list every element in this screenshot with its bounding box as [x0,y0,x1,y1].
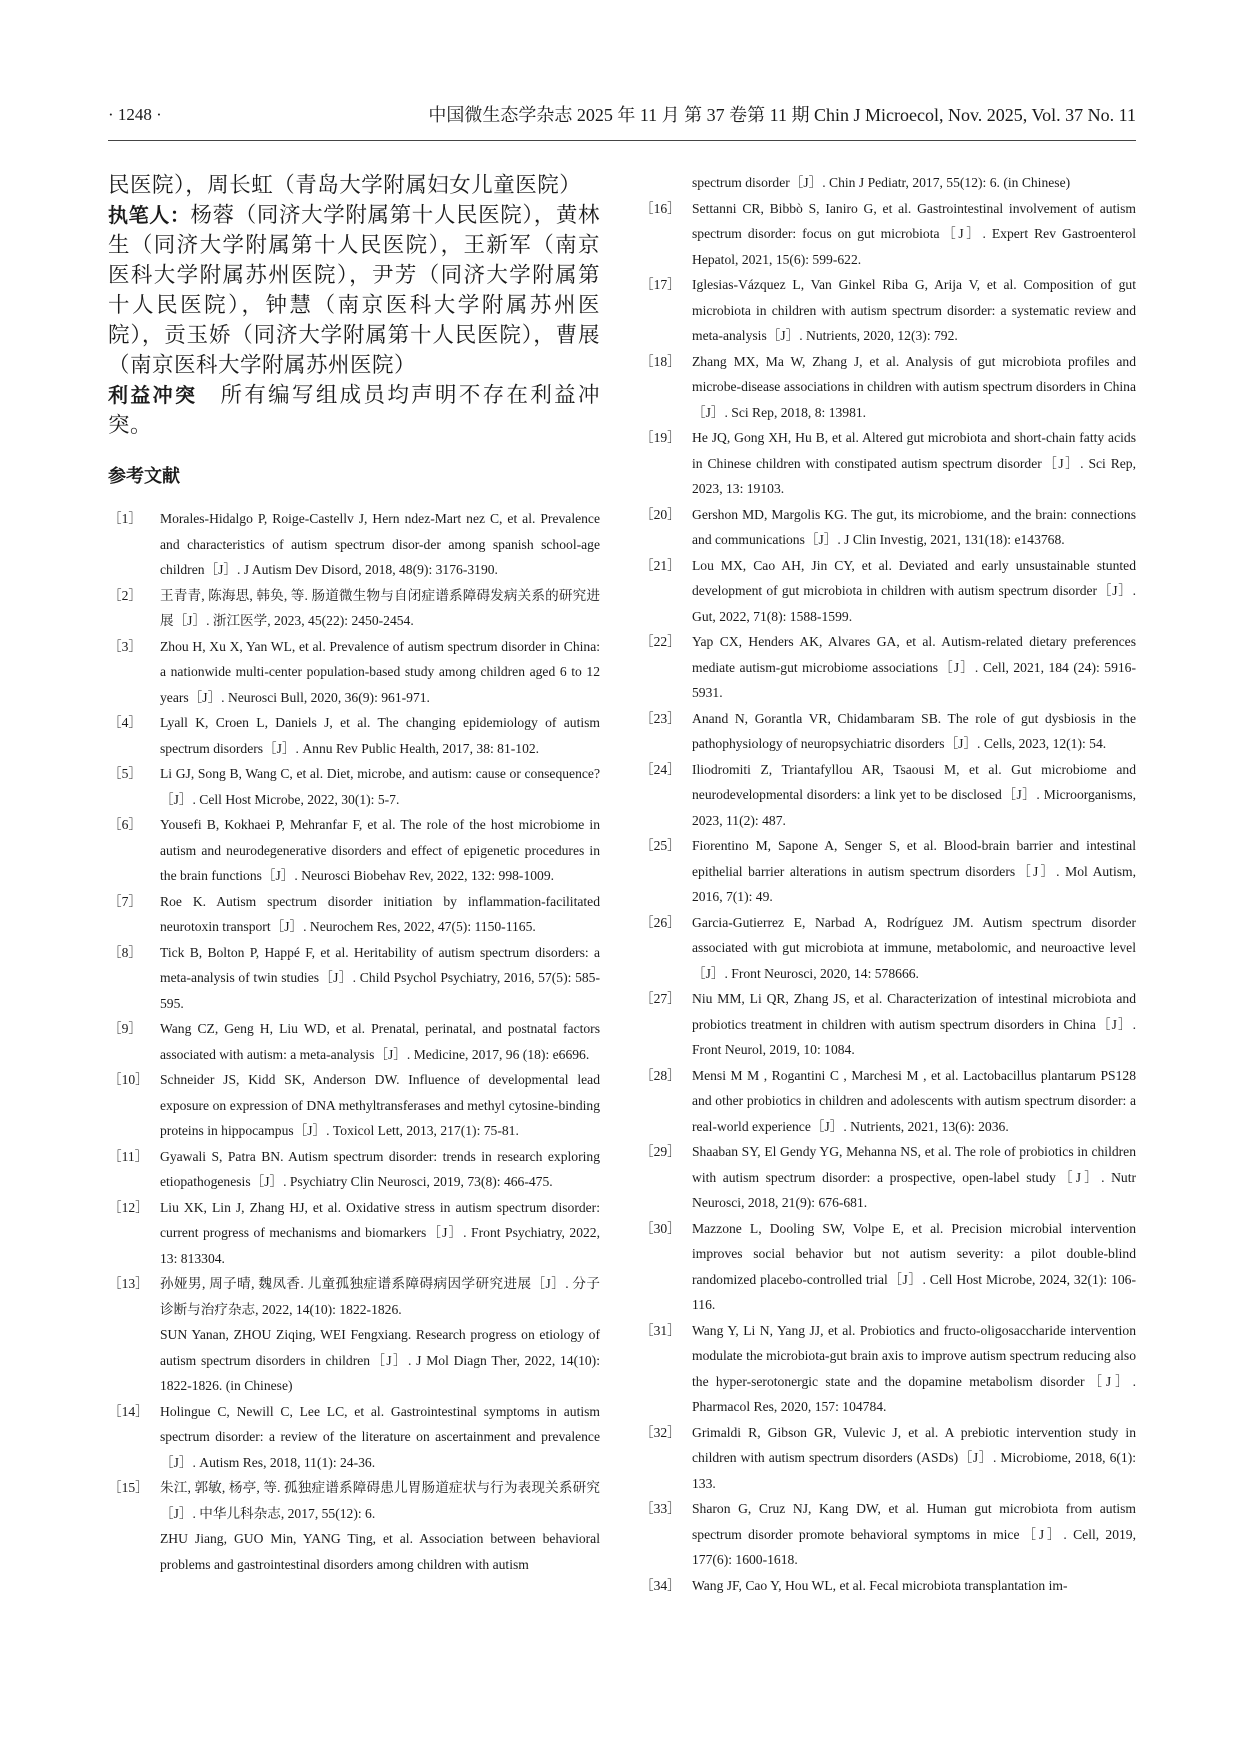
reference-text [160,1271,600,1399]
reference-item [108,1016,600,1067]
reference-list-right [640,196,1136,1599]
contributors-continued-line: 民医院），周长虹（青岛大学附属妇女儿童医院） [108,173,582,197]
reference-text-main: Shaaban SY, El Gendy YG, Mehanna NS, et al. The role of probiotics in children with autism spectrum disorder: a prospective, open-label study［J］. Nutr Neurosci, 2018, 21(9): 676-681. [692,1144,1136,1210]
reference-number: ［7］ [108,893,142,909]
running-header [108,104,1136,132]
reference-text-main: 孙娅男, 周子晴, 魏凤香. 儿童孤独症谱系障碍病因学研究进展［J］. 分子诊断与治疗杂志, 2022, 14(10): 1822-1826. [160,1276,600,1317]
reference-text [692,553,1136,630]
reference-text-main: Lyall K, Croen L, Daniels J, et al. The changing epidemiology of autism spectrum disorders［J］. Annu Rev Public Health, 2017, 38: 81-102. [160,715,600,756]
reference-text [692,1573,1136,1599]
reference-text-main: Wang CZ, Geng H, Liu WD, et al. Prenatal, perinatal, and postnatal factors associated with autism: a meta-analysis［J］. Medicine, 2017, 96 (18): e6696. [160,1021,600,1062]
reference-number: ［9］ [108,1021,142,1036]
reference-text-main: Yap CX, Henders AK, Alvares GA, et al. Autism-related dietary preferences mediate autism-gut microbiome associations［J］. Cell, 2021, 184 (24): 5916-5931. [692,634,1136,700]
reference-text-english: SUN Yanan, ZHOU Ziqing, WEI Fengxiang. Research progress on etiology of autism spectrum disorders in children［J］. J Mol Diagn Ther, 2022, 14(10): 1822-1826. (in Chinese) [160,1327,600,1393]
reference-number: ［26］ [640,914,681,930]
reference-text-main: Liu XK, Lin J, Zhang HJ, et al. Oxidative stress in autism spectrum disorder: current progress of mechanisms and biomarkers［J］. Front Psychiatry, 2022, 13: 813304. [160,1199,600,1266]
reference-text-main: Lou MX, Cao AH, Jin CY, et al. Deviated and early unsustainable stunted development of gut microbiota in children with autism spectrum disorder［J］. Gut, 2022, 71(8): 1588-1599. [692,557,1136,624]
writers-text: 杨蓉（同济大学附属第十人民医院），黄林生（同济大学附属第十人民医院），王新军（南京医科大学附属苏州医院），尹芳（同济大学附属第十人民医院），钟慧（南京医科大学附属苏州医院），贡玉娇（同济大学附属第十人民医院），曹展（南京医科大学附属苏州医院） [108,203,600,377]
reference-text [692,272,1136,349]
reference-number: ［15］ [108,1480,149,1495]
reference-list-left [108,506,600,1577]
reference-number: ［6］ [108,817,142,832]
reference-text-main: 王青青, 陈海思, 韩奂, 等. 肠道微生物与自闭症谱系障碍发病关系的研究进展［J］. 浙江医学, 2023, 45(22): 2450-2454. [160,587,600,628]
reference-text [692,1216,1136,1318]
reference-number: ［33］ [640,1501,681,1516]
reference-text-main: Mensi M M , Rogantini C , Marchesi M , et al. Lactobacillus plantarum PS128 and other probiotics in children and adolescents with autism spectrum disorder: a real-world experience［J］. Nutrients, 2021, 13(6): 2036. [692,1067,1136,1134]
reference-number: ［27］ [640,991,681,1006]
reference-text [692,629,1136,706]
reference-number: ［3］ [108,638,142,654]
reference-text [160,634,600,711]
contributors-block [108,170,600,440]
right-column [640,170,1136,1598]
reference-item [640,272,1136,349]
reference-item [640,1318,1136,1420]
conflict-text: 所有编写组成员均声明不存在利益冲突。 [108,383,601,437]
reference-text-main: Yousefi B, Kokhaei P, Mehranfar F, et al. The role of the host microbiome in autism and neurodegenerative disorders and effect of epigenetic procedures in the brain functions［J］. Neurosci Biobehav Rev, 2022, 132: 998-1009. [160,817,600,883]
reference-item [108,1144,600,1195]
reference-text [160,1016,600,1067]
reference-number: ［29］ [640,1144,681,1159]
reference-text-main: Schneider JS, Kidd SK, Anderson DW. Influence of developmental lead exposure on expression of DNA methyltransferases and methyl cytosine-binding proteins in hippocampus［J］. Toxicol Lett, 2013, 217(1): 75-81. [160,1072,600,1138]
writers-label: 执笔人： [108,203,191,227]
reference-number: ［11］ [108,1148,149,1164]
reference-number: ［10］ [108,1072,149,1087]
reference-item [108,1475,600,1577]
reference-item [640,1216,1136,1318]
reference-text-main: Sharon G, Cruz NJ, Kang DW, et al. Human gut microbiota from autism spectrum disorder promote behavioral symptoms in mice［J］. Cell, 2019, 177(6): 1600-1618. [692,1501,1136,1567]
conflict-label: 利益冲突 [108,383,198,407]
references-heading: 参考文献 [108,466,180,487]
reference-text [692,1318,1136,1420]
reference-text [160,1144,600,1195]
reference-text [692,196,1136,273]
conflict-paragraph [108,380,600,440]
reference-item [640,349,1136,426]
reference-item [640,833,1136,910]
reference-text-main: Morales-Hidalgo P, Roige-Castellv J, Hern ndez-Mart nez C, et al. Prevalence and characteristics of autism spectrum disor-der among spanish school-age children［J］. J Autism Dev Disord, 2018, 48(9): 3176-3190. [160,511,600,577]
reference-number: ［30］ [640,1220,681,1236]
reference-item [108,710,600,761]
reference-number: ［24］ [640,761,681,777]
reference-text [692,1063,1136,1140]
reference-number: ［16］ [640,200,681,216]
reference-text [692,833,1136,910]
reference-text [692,1496,1136,1573]
reference-number: ［20］ [640,506,681,522]
reference-number: ［1］ [108,511,142,526]
reference-text-main: Grimaldi R, Gibson GR, Vulevic J, et al. A prebiotic intervention study in children with autism spectrum disorders (ASDs)［J］. Microbiome, 2018, 6(1): 133. [692,1424,1136,1491]
reference-item [108,583,600,634]
reference-text-main: Zhou H, Xu X, Yan WL, et al. Prevalence of autism spectrum disorder in China: a nationwide multi-center population-based study among children aged 6 to 12 years［J］. Neurosci Bull, 2020, 36(9): 961-971. [160,638,600,705]
reference-number: ［23］ [640,710,681,726]
reference-text-main: Wang Y, Li N, Yang JJ, et al. Probiotics and fructo-oligosaccharide intervention modulate the microbiota-gut brain axis to improve autism spectrum reducing also the hyper-serotonergic state and the dopamine metabolism disorder［J］. Pharmacol Res, 2020, 157: 104784. [692,1322,1136,1414]
reference-text-main: Roe K. Autism spectrum disorder initiation by inflammation-facilitated neurotoxin transport［J］. Neurochem Res, 2022, 47(5): 1150-1165. [160,893,600,934]
reference-text [160,1475,600,1577]
page-number: · 1248 · [108,105,162,124]
reference-item [108,634,600,711]
reference-text-main: Mazzone L, Dooling SW, Volpe E, et al. Precision microbial intervention improves social behavior but not autism severity: a pilot double-blind randomized placebo-controlled trial［J］. Cell Host Microbe, 2024, 32(1): 106-116. [692,1220,1136,1312]
left-column [108,170,600,1577]
reference-text-main: Tick B, Bolton P, Happé F, et al. Heritability of autism spectrum disorders: a meta-analysis of twin studies［J］. Child Psychol Psychiatry, 2016, 57(5): 585-595. [160,944,600,1011]
journal-citation-line: 中国微生态学杂志 2025 年 11 月 第 37 卷第 11 期 Chin J Microecol, Nov. 2025, Vol. 37 No. 11 [428,105,1136,125]
reference-item [640,986,1136,1063]
reference-item [108,889,600,940]
reference-number: ［32］ [640,1424,681,1440]
reference-text [160,1195,600,1272]
reference-number: ［18］ [640,353,681,369]
reference-item [640,1496,1136,1573]
reference-text-main: He JQ, Gong XH, Hu B, et al. Altered gut microbiota and short-chain fatty acids in Chinese children with constipated autism spectrum disorder［J］. Sci Rep, 2023, 13: 19103. [692,430,1136,496]
reference-item [640,1139,1136,1216]
reference-item [640,629,1136,706]
reference-number: ［25］ [640,838,681,853]
reference-item [108,506,600,583]
reference-text-main: Holingue C, Newill C, Lee LC, et al. Gastrointestinal symptoms in autism spectrum disorder: a review of the literature on ascertainment and prevalence［J］. Autism Res, 2018, 11(1): 24-36. [160,1403,600,1470]
reference-item [640,425,1136,502]
reference-text-main: Settanni CR, Bibbò S, Ianiro G, et al. Gastrointestinal involvement of autism spectrum disorder: focus on gut microbiota［J］. Expert Rev Gastroenterol Hepatol, 2021, 15(6): 599-622. [692,200,1136,267]
reference-number: ［12］ [108,1199,149,1215]
reference-item [108,1399,600,1476]
header-rule [108,140,1136,141]
reference-number: ［19］ [640,430,681,445]
reference-text-main: Iglesias-Vázquez L, Van Ginkel Riba G, Arija V, et al. Composition of gut microbiota in children with autism spectrum disorder: a systematic review and meta-analysis［J］. Nutrients, 2020, 12(3): 792. [692,277,1136,343]
reference-number: ［21］ [640,557,681,573]
reference-text-main: Anand N, Gorantla VR, Chidambaram SB. The role of gut dysbiosis in the pathophysiology of neuropsychiatric disorders［J］. Cells, 2023, 12(1): 54. [692,710,1136,751]
reference-item [108,1271,600,1399]
reference-item [640,910,1136,987]
reference-text [160,710,600,761]
reference-text [160,506,600,583]
reference-text-main: Niu MM, Li QR, Zhang JS, et al. Characterization of intestinal microbiota and probiotics treatment in children with autism spectrum disorders in China［J］. Front Neurol, 2019, 10: 1084. [692,991,1136,1057]
reference-item [640,502,1136,553]
reference-continuation: spectrum disorder［J］. Chin J Pediatr, 2017, 55(12): 6. (in Chinese) [692,175,1071,190]
reference-number: ［8］ [108,944,142,960]
reference-item [108,812,600,889]
reference-text-main: Gyawali S, Patra BN. Autism spectrum disorder: trends in research exploring etiopathogenesis［J］. Psychiatry Clin Neurosci, 2019, 73(8): 466-475. [160,1148,600,1189]
reference-number: ［17］ [640,277,681,292]
reference-item [640,196,1136,273]
reference-number: ［13］ [108,1276,149,1291]
reference-text-main: Li GJ, Song B, Wang C, et al. Diet, microbe, and autism: cause or consequence?［J］. Cell Host Microbe, 2022, 30(1): 5-7. [160,766,600,807]
reference-number: ［5］ [108,766,142,781]
reference-text [692,986,1136,1063]
reference-item [108,761,600,812]
reference-text [160,812,600,889]
reference-text-main: Zhang MX, Ma W, Zhang J, et al. Analysis of gut microbiota profiles and microbe-disease associations in children with autism spectrum disorders in China［J］. Sci Rep, 2018, 8: 13981. [692,353,1136,420]
reference-text [160,889,600,940]
reference-text [160,1067,600,1144]
reference-item [640,1573,1136,1599]
reference-number: ［22］ [640,634,681,649]
reference-text-main: Fiorentino M, Sapone A, Senger S, et al. Blood-brain barrier and intestinal epithelial barrier alterations in autism spectrum disorders［J］. Mol Autism, 2016, 7(1): 49. [692,838,1136,904]
writers-paragraph [108,200,600,380]
reference-text-main: Garcia-Gutierrez E, Narbad A, Rodríguez JM. Autism spectrum disorder associated with gut microbiota at immune, metabolomic, and neuroactive level［J］. Front Neurosci, 2020, 14: 578666. [692,914,1136,981]
reference-text [160,583,600,634]
reference-text [692,1420,1136,1497]
reference-text [160,940,600,1017]
reference-text [692,502,1136,553]
reference-text [692,425,1136,502]
reference-text [160,1399,600,1476]
reference-number: ［34］ [640,1577,681,1593]
reference-item [640,706,1136,757]
reference-text-main: Iliodromiti Z, Triantafyllou AR, Tsaousi M, et al. Gut microbiome and neurodevelopmental disorders: a link yet to be disclosed［J］. Microorganisms, 2023, 11(2): 487. [692,761,1136,828]
reference-item [108,940,600,1017]
reference-number: ［14］ [108,1403,149,1419]
reference-text-main: 朱江, 郭敏, 杨亭, 等. 孤独症谱系障碍患儿胃肠道症状与行为表现关系研究［J］. 中华儿科杂志, 2017, 55(12): 6. [160,1480,600,1521]
reference-text [692,706,1136,757]
reference-text [160,761,600,812]
reference-item [640,553,1136,630]
reference-text [692,910,1136,987]
reference-item [108,1067,600,1144]
reference-item [640,757,1136,834]
reference-text [692,757,1136,834]
reference-number: ［4］ [108,715,142,730]
reference-number: ［2］ [108,587,142,603]
reference-item [640,1420,1136,1497]
reference-text-english: ZHU Jiang, GUO Min, YANG Ting, et al. Association between behavioral problems and gastrointestinal disorders among children with autism [160,1531,600,1572]
reference-number: ［31］ [640,1322,681,1338]
reference-item [108,1195,600,1272]
reference-text-main: Gershon MD, Margolis KG. The gut, its microbiome, and the brain: connections and communications［J］. J Clin Investig, 2021, 131(18): e143768. [692,506,1136,547]
reference-text [692,1139,1136,1216]
reference-text [692,349,1136,426]
reference-text-main: Wang JF, Cao Y, Hou WL, et al. Fecal microbiota transplantation im- [692,1577,1068,1593]
reference-item [640,1063,1136,1140]
reference-number: ［28］ [640,1067,681,1083]
